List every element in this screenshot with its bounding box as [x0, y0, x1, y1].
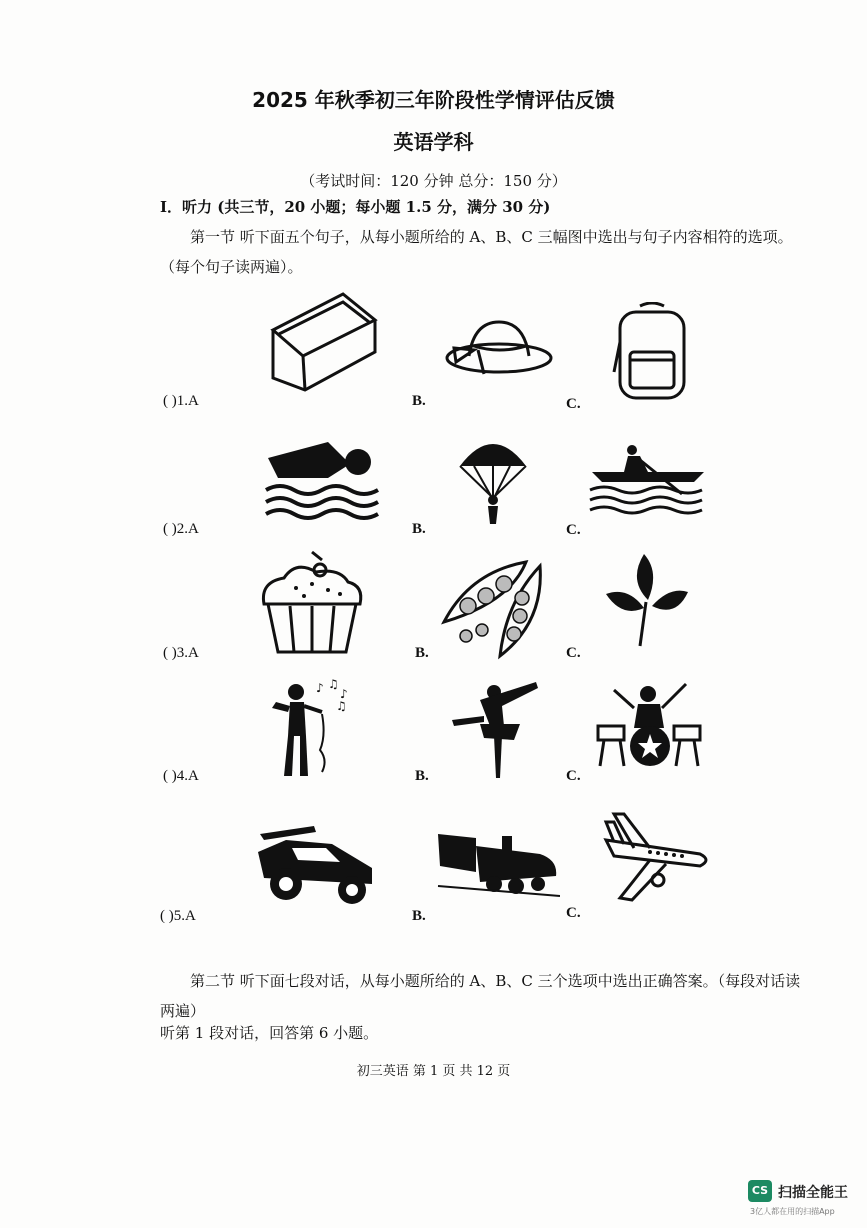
question-3-option-c: C.	[566, 645, 581, 661]
drummer-icon	[594, 678, 706, 770]
scanner-logo-icon: CS	[748, 1180, 772, 1202]
leaf-icon	[604, 552, 690, 648]
svg-text:♫: ♫	[336, 699, 347, 713]
ballet-dancer-icon	[450, 680, 540, 780]
svg-text:♪: ♪	[316, 681, 324, 695]
scanner-tagline: 3亿人都在用的扫描App	[750, 1207, 835, 1216]
question-1-option-b: B.	[412, 393, 426, 409]
rowing-boat-icon	[588, 444, 708, 516]
part1-instruction: 第一节 听下面五个句子，从每小题所给的 A、B、C 三幅图中选出与句子内容相符的选项。（每个句子读两遍）。	[160, 228, 793, 276]
subject-title: 英语学科	[393, 130, 474, 154]
singer-icon	[264, 676, 364, 782]
page-footer: 初三英语 第 1 页 共 12 页	[356, 1064, 511, 1079]
svg-text:♫: ♫	[328, 677, 339, 691]
question-2-mark: ( )2.A	[163, 521, 199, 537]
peas-icon	[440, 552, 550, 662]
scanner-name: 扫描全能王	[778, 1185, 848, 1201]
backpack-icon	[612, 302, 692, 402]
exam-title: 2025 年秋季初三年阶段性学情评估反馈	[252, 88, 615, 112]
question-3-option-b: B.	[415, 645, 429, 661]
dialog-1-instruction: 听第 1 段对话，回答第 6 小题。	[160, 1024, 379, 1042]
swimmer-icon	[258, 434, 383, 524]
airplane-icon	[600, 808, 714, 904]
question-1-mark: ( )1.A	[163, 393, 199, 409]
scanner-watermark	[748, 1180, 858, 1220]
question-5-mark: ( )5.A	[160, 908, 196, 924]
cupcake-icon	[256, 548, 368, 658]
question-2-option-c: C.	[566, 522, 581, 538]
question-2-option-b: B.	[412, 521, 426, 537]
question-5-option-b: B.	[412, 908, 426, 924]
car-icon	[254, 824, 378, 908]
sun-hat-icon	[444, 318, 554, 378]
question-4-option-c: C.	[566, 768, 581, 784]
section-heading: I．听力 (共三节，20 小题；每小题 1.5 分，满分 30 分)	[160, 198, 551, 216]
glasses-case-icon	[265, 290, 380, 395]
question-5-option-c: C.	[566, 905, 581, 921]
part2-instruction: 第二节 听下面七段对话，从每小题所给的 A、B、C 三个选项中选出正确答案。（每段对话读两遍）	[160, 972, 801, 1020]
exam-info: （考试时间：120 分钟 总分：150 分）	[300, 172, 567, 190]
question-1-option-c: C.	[566, 396, 581, 412]
question-4-mark: ( )4.A	[163, 768, 199, 784]
svg-text:♪: ♪	[340, 687, 348, 701]
question-3-mark: ( )3.A	[163, 645, 199, 661]
parachute-icon	[458, 430, 528, 528]
train-icon	[436, 826, 560, 898]
question-4-option-b: B.	[415, 768, 429, 784]
